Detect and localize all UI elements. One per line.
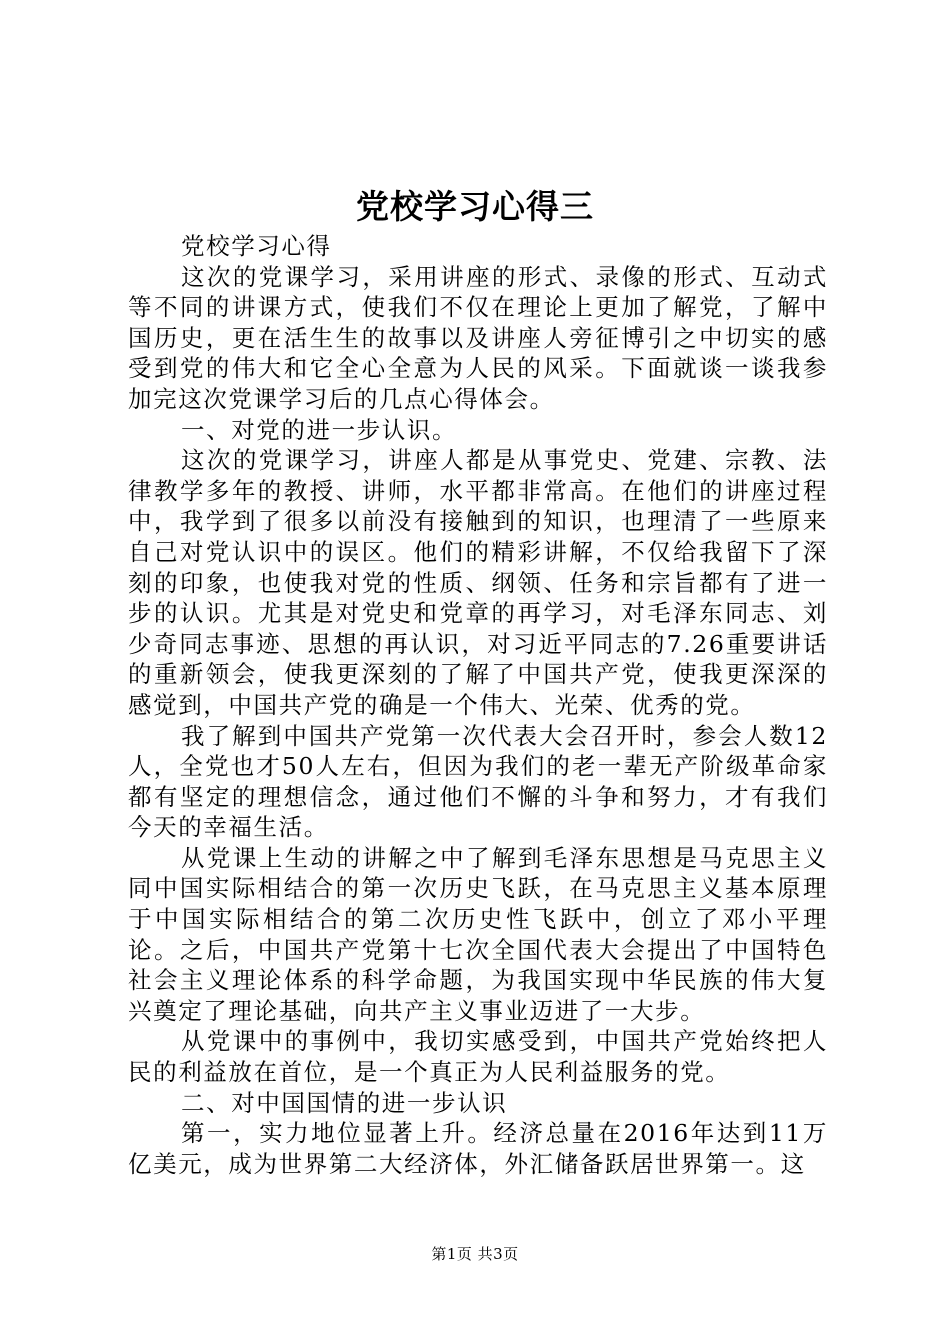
paragraph: 我了解到中国共产党第一次代表大会召开时，参会人数12人，全党也才50人左右，但因为我们的老一辈无产阶级革命家都有坚定的理想信念，通过他们不懈的斗争和努力，才有我们今天的幸福生活。: [128, 721, 828, 842]
paragraph: 这次的党课学习，讲座人都是从事党史、党建、宗教、法律教学多年的教授、讲师，水平都非常高。在他们的讲座过程中，我学到了很多以前没有接触到的知识，也理清了一些原来自己对党认识中的误区。他们的精彩讲解，不仅给我留下了深刻的印象，也使我对党的性质、纲领、任务和宗旨都有了进一步的认识。尤其是对党史和党章的再学习，对毛泽东同志、刘少奇同志事迹、思想的再认识，对习近平同志的7.26重要讲话的重新领会，使我更深刻的了解了中国共产党，使我更深深的感觉到，中国共产党的确是一个伟大、光荣、优秀的党。: [128, 446, 828, 719]
document-body: [128, 231, 828, 1179]
paragraph: 第一，实力地位显著上升。经济总量在2016年达到11万亿美元，成为世界第二大经济体，外汇储备跃居世界第一。这: [128, 1119, 828, 1178]
section-heading-1: 一、对党的进一步认识。: [181, 415, 458, 444]
page-footer: 第1页 共3页: [431, 1245, 519, 1263]
section-heading-2: 二、对中国国情的进一步认识: [181, 1088, 508, 1117]
document-title: 党校学习心得三: [356, 187, 594, 226]
paragraph-intro: 这次的党课学习，采用讲座的形式、录像的形式、互动式等不同的讲课方式，使我们不仅在理论上更加了解党，了解中国历史，更在活生生的故事以及讲座人旁征博引之中切实的感受到党的伟大和它全心全意为人民的风采。下面就谈一谈我参加完这次党课学习后的几点心得体会。: [128, 262, 828, 413]
paragraph: 从党课中的事例中，我切实感受到，中国共产党始终把人民的利益放在首位，是一个真正为人民利益服务的党。: [128, 1027, 828, 1087]
paragraph: 从党课上生动的讲解之中了解到毛泽东思想是马克思主义同中国实际相结合的第一次历史飞跃，在马克思主义基本原理于中国实际相结合的第二次历史性飞跃中，创立了邓小平理论。之后，中国共产党第十七次全国代表大会提出了中国特色社会主义理论体系的科学命题，为我国实现中华民族的伟大复兴奠定了理论基础，向共产主义事业迈进了一大步。: [128, 843, 828, 1025]
paragraph-subtitle: 党校学习心得: [181, 232, 332, 260]
